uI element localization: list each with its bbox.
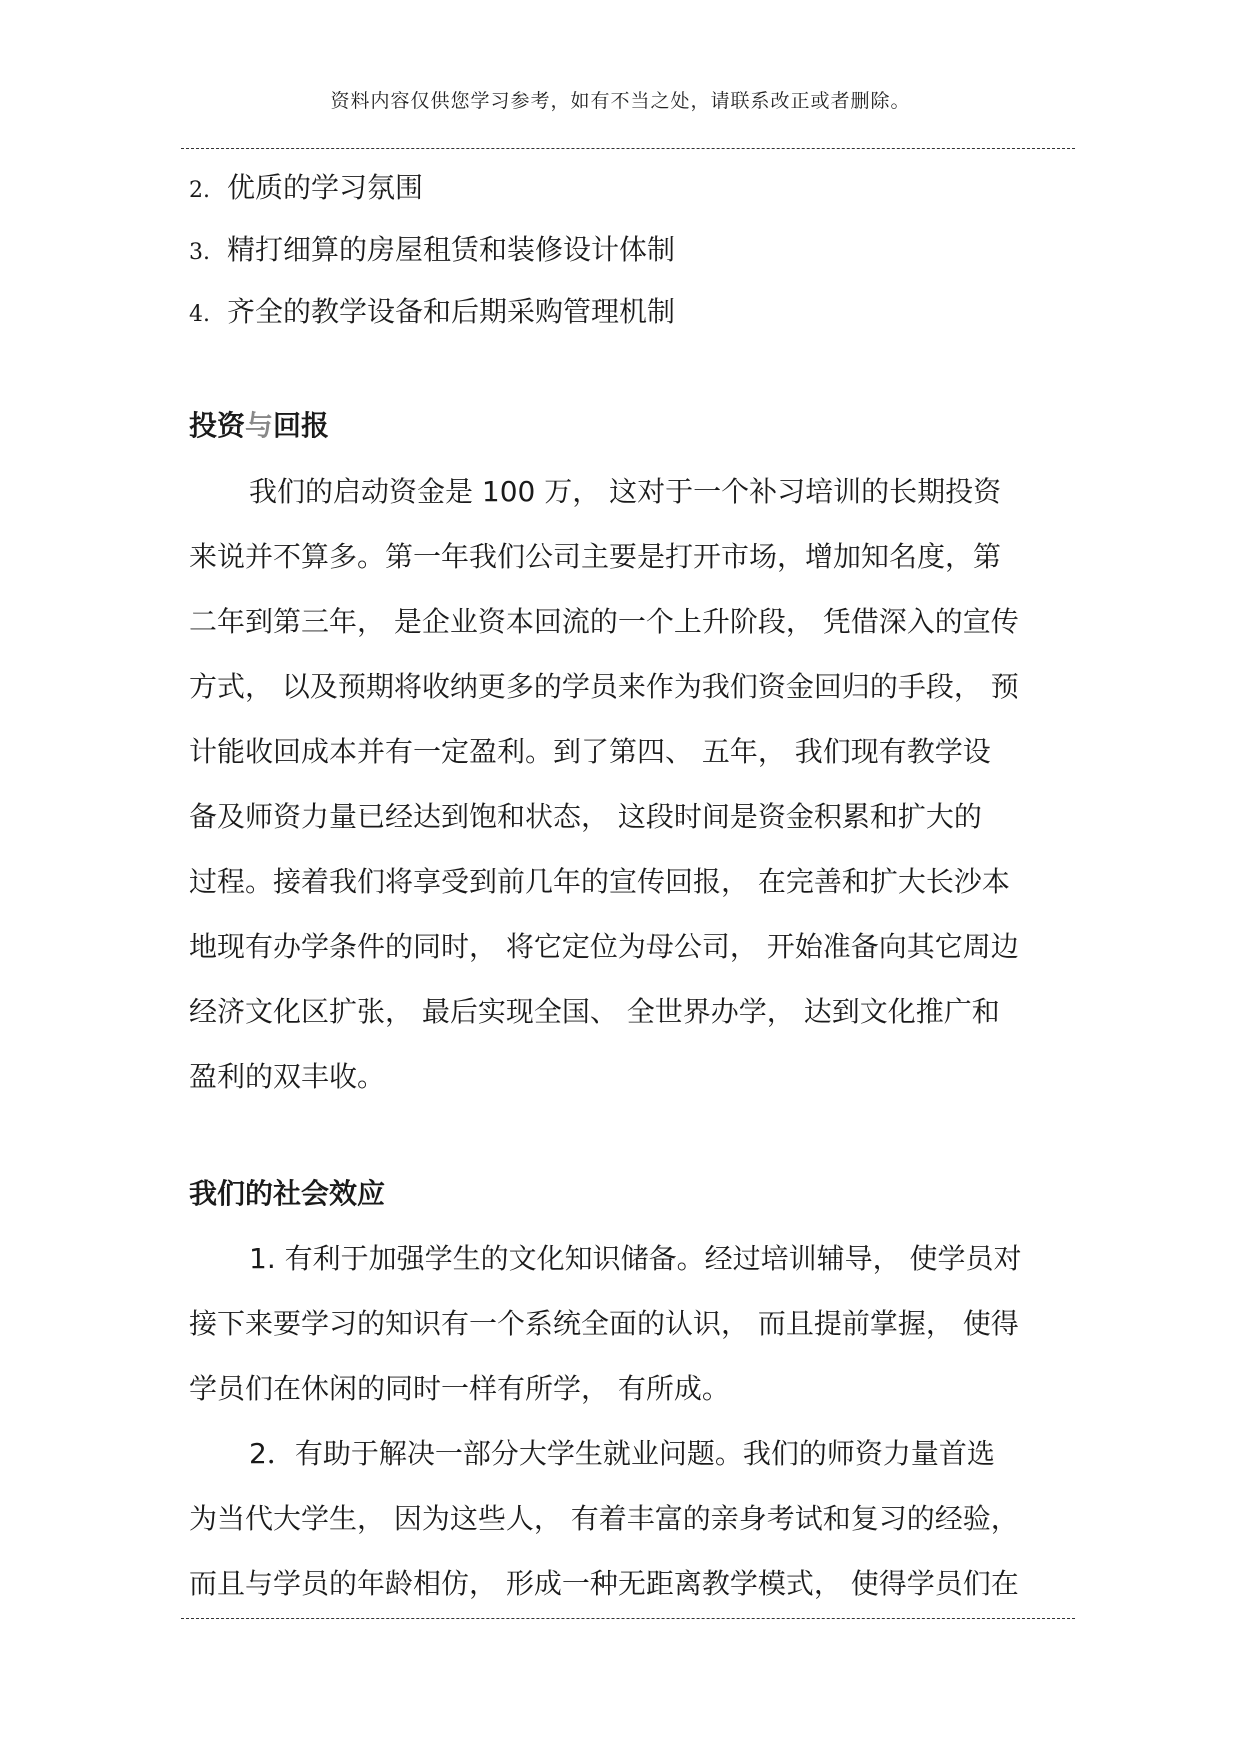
list-item bbox=[189, 290, 675, 330]
paragraph-line: 为当代大学生， 因为这些人， 有着丰富的亲身考试和复习的经验， bbox=[189, 1502, 1019, 1535]
paragraph-line: 经济文化区扩张， 最后实现全国、 全世界办学， 达到文化推广和 bbox=[189, 995, 1000, 1028]
paragraph-line: 学员们在休闲的同时一样有所学， 有所成。 bbox=[189, 1372, 730, 1405]
paragraph-line: 备及师资力量已经达到饱和状态， 这段时间是资金积累和扩大的 bbox=[189, 800, 982, 833]
section-heading-social-effect: 我们的社会效应 bbox=[189, 1177, 386, 1210]
paragraph-line: 来说并不算多。第一年我们公司主要是打开市场，增加知名度，第 bbox=[189, 540, 1002, 573]
paragraph-line: 接下来要学习的知识有一个系统全面的认识， 而且提前掌握， 使得 bbox=[189, 1307, 1019, 1340]
list-text: 齐全的教学设备和后期采购管理机制 bbox=[227, 295, 676, 328]
header-divider bbox=[181, 148, 1075, 149]
paragraph-line: 而且与学员的年龄相仿， 形成一种无距离教学模式， 使得学员们在 bbox=[189, 1567, 1019, 1600]
paragraph-line: 我们的启动资金是 100 万， 这对于一个补习培训的长期投资 bbox=[249, 475, 1002, 508]
paragraph-line: 过程。接着我们将享受到前几年的宣传回报， 在完善和扩大长沙本 bbox=[189, 865, 1010, 898]
paragraph-line: 1. 有利于加强学生的文化知识储备。经过培训辅导， 使学员对 bbox=[249, 1242, 1022, 1275]
list-text: 优质的学习氛围 bbox=[227, 171, 424, 204]
list-number: 2. bbox=[189, 178, 210, 203]
paragraph-line: 二年到第三年， 是企业资本回流的一个上升阶段， 凭借深入的宣传 bbox=[189, 605, 1019, 638]
paragraph-line: 地现有办学条件的同时， 将它定位为母公司， 开始准备向其它周边 bbox=[189, 930, 1019, 963]
list-number: 3. bbox=[189, 240, 210, 265]
paragraph-line: 方式， 以及预期将收纳更多的学员来作为我们资金回归的手段， 预 bbox=[189, 670, 1019, 703]
section-heading-investment: 投资与回报 bbox=[189, 409, 330, 442]
disclaimer-header: 资料内容仅供您学习参考，如有不当之处，请联系改正或者删除。 bbox=[330, 90, 911, 112]
list-item bbox=[189, 166, 423, 206]
paragraph-line: 2．有助于解决一部分大学生就业问题。我们的师资力量首选 bbox=[249, 1437, 995, 1470]
list-number: 4. bbox=[189, 302, 210, 327]
paragraph-line: 盈利的双丰收。 bbox=[189, 1060, 386, 1093]
list-text: 精打细算的房屋租赁和装修设计体制 bbox=[227, 233, 676, 266]
footer-divider bbox=[181, 1618, 1075, 1619]
paragraph-line: 计能收回成本并有一定盈利。到了第四、 五年， 我们现有教学设 bbox=[189, 735, 991, 768]
list-item bbox=[189, 228, 675, 268]
